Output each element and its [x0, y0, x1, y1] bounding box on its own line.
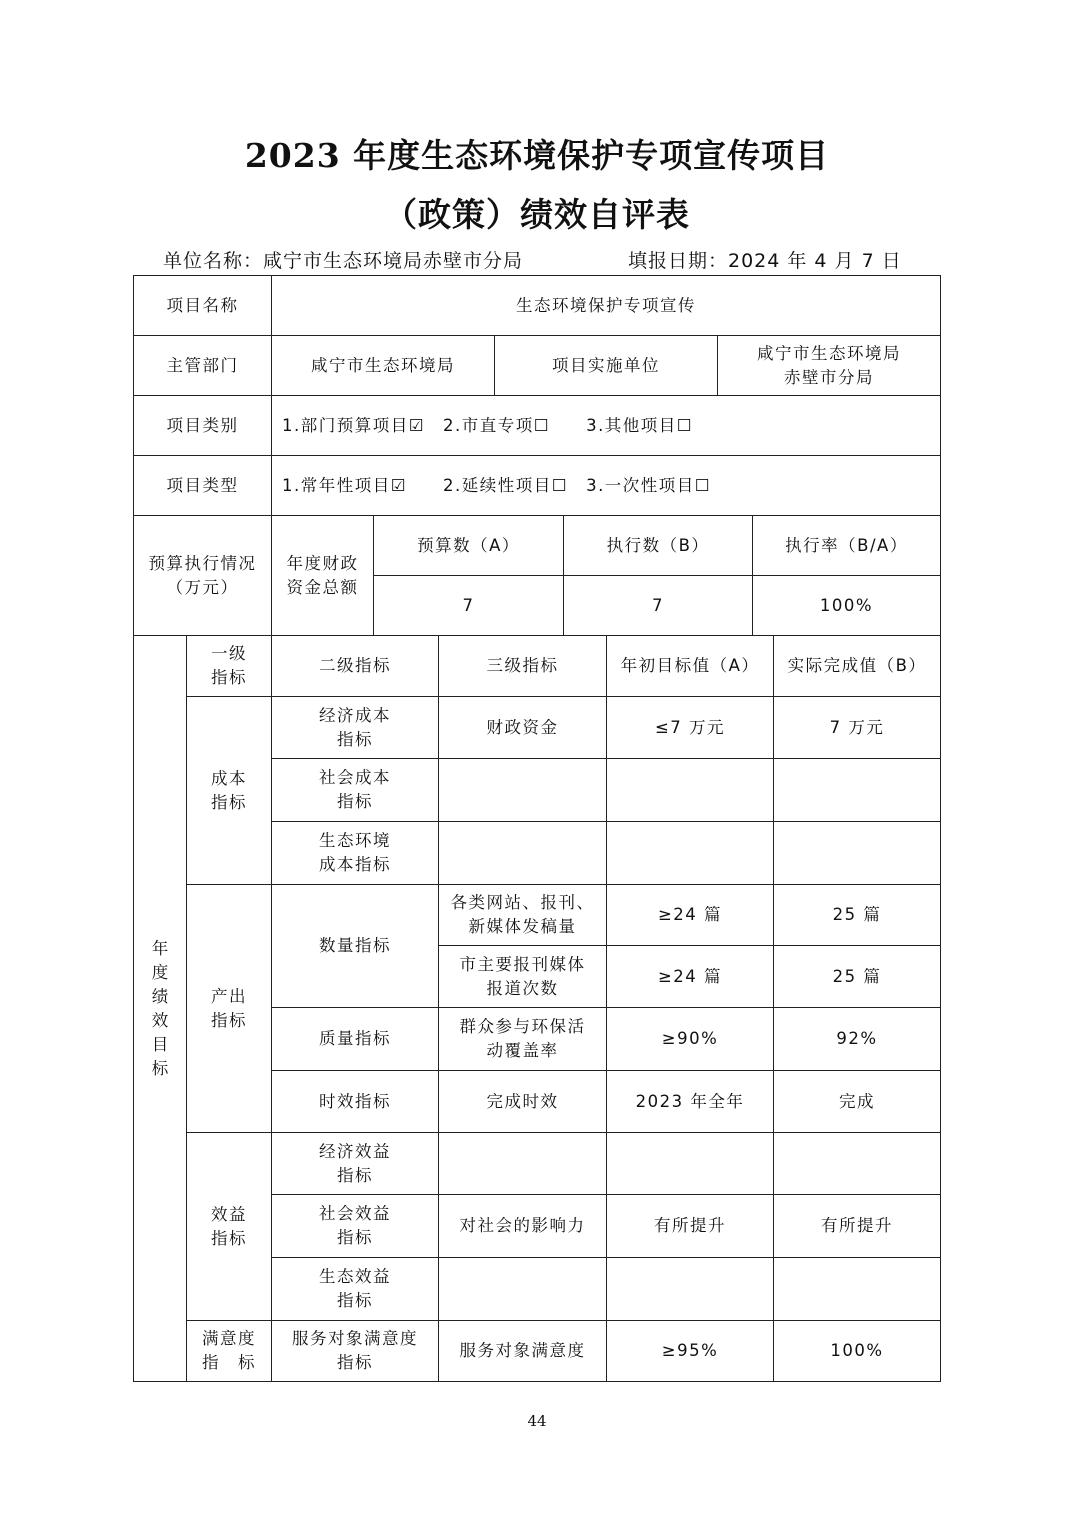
project-name-label: 项目名称 [133, 275, 272, 336]
fill-date: 填报日期：2024 年 4 月 7 日 [628, 250, 902, 272]
cost-econ-actual: 7 万元 [773, 696, 941, 759]
cost-eco-l2: 生态环境 成本指标 [271, 821, 439, 885]
header-level2: 二级指标 [271, 635, 439, 697]
benefit-social-l2: 社会效益 指标 [271, 1194, 439, 1258]
satisfaction-actual: 100% [773, 1320, 941, 1382]
output-time-target: 2023 年全年 [606, 1070, 774, 1133]
satisfaction-target: ≥95% [606, 1320, 774, 1382]
benefit-econ-target [606, 1132, 774, 1195]
cost-eco-target [606, 821, 774, 885]
type-options: 1.常年性项目☑ 2.延续性项目☐ 3.一次性项目☐ [271, 455, 941, 516]
cost-eco-l3 [438, 821, 607, 885]
benefit-eco-l3 [438, 1257, 607, 1321]
benefit-econ-actual [773, 1132, 941, 1195]
unit-name: 单位名称：咸宁市生态环境局赤壁市分局 [163, 250, 524, 272]
output-time-actual: 完成 [773, 1070, 941, 1133]
output-time-l3: 完成时效 [438, 1070, 607, 1133]
benefit-social-actual: 有所提升 [773, 1194, 941, 1258]
type-label: 项目类型 [133, 455, 272, 516]
header-level1: 一级 指标 [186, 635, 272, 697]
budget-value-rate: 100% [752, 575, 941, 636]
header-level3: 三级指标 [438, 635, 607, 697]
cost-econ-target: ≤7 万元 [606, 696, 774, 759]
cost-eco-actual [773, 821, 941, 885]
output-q1-l3: 各类网站、报刊、 新媒体发稿量 [438, 884, 607, 946]
benefit-social-l3: 对社会的影响力 [438, 1194, 607, 1258]
output-quality-l2: 质量指标 [271, 1007, 439, 1071]
indicators-side-label: 年 度 绩 效 目 标 [133, 635, 187, 1382]
satisfaction-l3: 服务对象满意度 [438, 1320, 607, 1382]
budget-col-rate: 执行率（B/A） [752, 515, 941, 576]
output-q2-target: ≥24 篇 [606, 945, 774, 1008]
benefit-indicator-label: 效益 指标 [186, 1132, 272, 1321]
benefit-eco-l2: 生态效益 指标 [271, 1257, 439, 1321]
output-quality-actual: 92% [773, 1007, 941, 1071]
budget-col-a: 预算数（A） [373, 515, 564, 576]
budget-label: 预算执行情况 （万元） [133, 515, 272, 636]
output-time-l2: 时效指标 [271, 1070, 439, 1133]
page-number: 44 [527, 1412, 547, 1430]
document-title-line1: 2023 年度生态环境保护专项宣传项目 [244, 136, 830, 175]
document-title-line2: （政策）绩效自评表 [384, 195, 690, 234]
benefit-econ-l2: 经济效益 指标 [271, 1132, 439, 1195]
cost-social-target [606, 758, 774, 822]
output-quality-target: ≥90% [606, 1007, 774, 1071]
benefit-eco-target [606, 1257, 774, 1321]
budget-value-b: 7 [563, 575, 753, 636]
output-quality-l3: 群众参与环保活 动覆盖率 [438, 1007, 607, 1071]
cost-econ-l3: 财政资金 [438, 696, 607, 759]
budget-col-b: 执行数（B） [563, 515, 753, 576]
impl-unit-label: 项目实施单位 [494, 335, 718, 396]
impl-unit-value: 咸宁市生态环境局 赤壁市分局 [717, 335, 941, 396]
output-q2-actual: 25 篇 [773, 945, 941, 1008]
category-options: 1.部门预算项目☑ 2.市直专项☐ 3.其他项目☐ [271, 395, 941, 456]
dept-value: 咸宁市生态环境局 [271, 335, 495, 396]
project-name-value: 生态环境保护专项宣传 [271, 275, 941, 336]
budget-value-a: 7 [373, 575, 564, 636]
cost-social-l3 [438, 758, 607, 822]
benefit-social-target: 有所提升 [606, 1194, 774, 1258]
header-target: 年初目标值（A） [606, 635, 774, 697]
dept-label: 主管部门 [133, 335, 272, 396]
output-quantity-l2: 数量指标 [271, 884, 439, 1008]
category-label: 项目类别 [133, 395, 272, 456]
benefit-econ-l3 [438, 1132, 607, 1195]
output-q1-target: ≥24 篇 [606, 884, 774, 946]
cost-social-l2: 社会成本 指标 [271, 758, 439, 822]
fund-total-label: 年度财政 资金总额 [271, 515, 374, 636]
output-indicator-label: 产出 指标 [186, 884, 272, 1133]
cost-social-actual [773, 758, 941, 822]
cost-indicator-label: 成本 指标 [186, 696, 272, 885]
output-q1-actual: 25 篇 [773, 884, 941, 946]
header-actual: 实际完成值（B） [773, 635, 941, 697]
output-q2-l3: 市主要报刊媒体 报道次数 [438, 945, 607, 1008]
benefit-eco-actual [773, 1257, 941, 1321]
satisfaction-l2: 服务对象满意度 指标 [271, 1320, 439, 1382]
cost-econ-l2: 经济成本 指标 [271, 696, 439, 759]
satisfaction-indicator-label: 满意度 指 标 [186, 1320, 272, 1382]
